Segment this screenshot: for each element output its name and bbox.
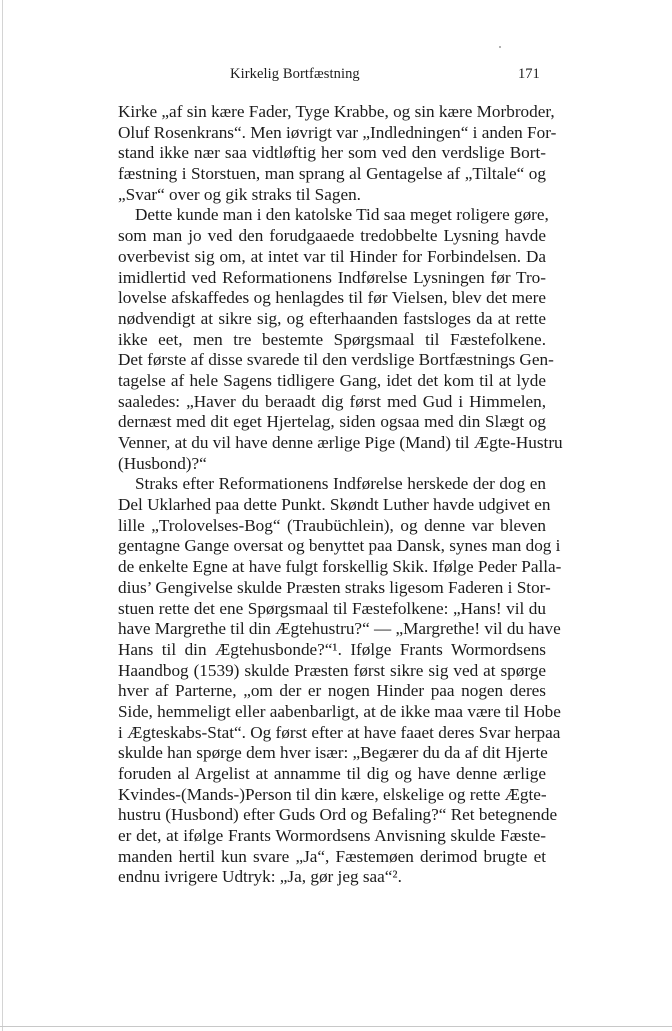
page-number: 171: [518, 66, 540, 82]
text-line: i Ægteskabs-Stat“. Og først efter at have faaet deres Svar herpaa: [118, 722, 561, 742]
text-line: som man jo ved den forudgaaede tredobbelte Lysning havde: [118, 226, 546, 246]
text-line: (Husbond)?“: [118, 453, 207, 473]
text-line: Straks efter Reformationens Indførelse herskede der dog en: [135, 474, 546, 494]
text-line: er det, at ifølge Frants Wormordsens Anvisning skulde Fæste-: [118, 826, 546, 846]
text-line: Det første af disse svarede til den verdslige Bortfæstnings Gen-: [118, 350, 554, 370]
text-line: manden hertil kun svare „Ja“, Fæstemøen derimod brugte et: [118, 846, 546, 866]
text-line: de enkelte Egne at have fulgt forskellig Skik. Ifølge Peder Palla-: [118, 557, 562, 577]
text-line: Side, hemmeligt eller aabenbarligt, at de ikke maa være til Hobe: [118, 701, 561, 721]
body-text: [118, 102, 563, 888]
text-line: tagelse af hele Sagens tidligere Gang, idet det kom til at lyde: [118, 370, 546, 390]
text-line: Dette kunde man i den katolske Tid saa meget roligere gøre,: [135, 205, 549, 225]
page-left-edge: [2, 0, 3, 1031]
scan-speck: [499, 46, 501, 48]
text-line: nødvendigt at sikre sig, og efterhaanden fastsloges da at rette: [118, 308, 546, 328]
text-line: stuen rette det ene Spørgsmaal til Fæstefolkene: „Hans! vil du: [118, 598, 546, 618]
text-line: Del Uklarhed paa dette Punkt. Skøndt Luther havde udgivet en: [118, 495, 551, 515]
page-bottom-edge: [0, 1026, 672, 1027]
text-line: Kvindes-(Mands-)Person til din kære, elskelige og rette Ægte-: [118, 784, 547, 804]
text-line: Kirke „af sin kære Fader, Tyge Krabbe, og sin kære Morbroder,: [118, 102, 555, 121]
text-line: Haandbog (1539) skulde Præsten først sikre sig ved at spørge: [118, 660, 546, 680]
text-line: saaledes: „Haver du beraadt dig først med Gud i Himmelen,: [118, 391, 546, 411]
text-line: fæstning i Storstuen, man sprang al Gentagelse af „Tiltale“ og: [118, 164, 546, 184]
running-head: Kirkelig Bortfæstning: [230, 66, 360, 82]
text-line: Oluf Rosenkrans“. Men iøvrigt var „Indledningen“ i anden For-: [118, 122, 557, 142]
text-line: hustru (Husbond) efter Guds Ord og Befaling?“ Ret betegnende: [118, 805, 558, 825]
text-line: overbevist sig om, at intet var til Hinder for Forbindelsen. Da: [118, 246, 546, 266]
text-line: dernæst med dit eget Hjertelag, siden ogsaa med din Slægt og: [118, 412, 546, 432]
text-line: endnu ivrigere Udtryk: „Ja, gør jeg saa“².: [118, 867, 402, 887]
text-line: imidlertid ved Reformationens Indførelse Lysningen før Tro-: [118, 267, 546, 287]
text-line: have Margrethe til din Ægtehustru?“ — „Margrethe! vil du have: [118, 619, 561, 639]
text-line: skulde han spørge dem hver især: „Begærer du da af dit Hjerte: [118, 743, 548, 763]
text-line: foruden al Argelist at annamme til dig og have denne ærlige: [118, 764, 546, 783]
text-line: „Svar“ over og gik straks til Sagen.: [118, 184, 361, 204]
text-line: gentagne Gange oversat og benyttet paa Dansk, synes man dog i: [118, 536, 561, 556]
text-line: ikke eet, men tre bestemte Spørgsmaal til Fæstefolkene.: [118, 329, 546, 349]
text-line: stand ikke nær saa vidtløftig her som ved den verdslige Bort-: [118, 143, 546, 163]
text-line: dius’ Gengivelse skulde Præsten straks ligesom Faderen i Stor-: [118, 577, 551, 597]
text-line: Venner, at du vil have denne ærlige Pige (Mand) til Ægte-Hustru: [118, 433, 563, 452]
text-line: Hans til din Ægtehusbonde?“¹. Ifølge Frants Wormordsens: [118, 639, 546, 659]
text-line: lovelse afskaffedes og henlagdes til før Vielsen, blev det mere: [118, 288, 546, 308]
text-line: lille „Trolovelses-Bog“ (Traubüchlein), og denne var bleven: [118, 515, 546, 535]
text-line: hver af Parterne, „om der er nogen Hinder paa nogen deres: [118, 681, 546, 701]
